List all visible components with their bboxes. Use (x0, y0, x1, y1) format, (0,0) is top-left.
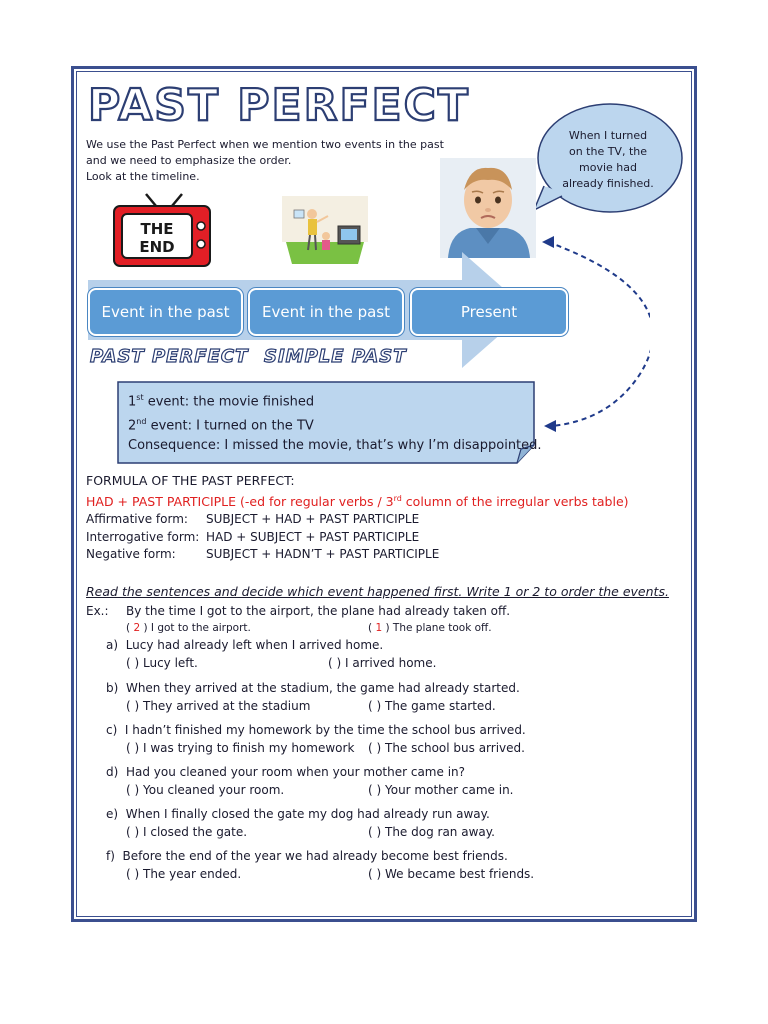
example-option-2: ( 1 ) The plane took off. (368, 622, 492, 634)
timeline-box-label: Event in the past (262, 303, 390, 321)
question-b: b) When they arrived at the stadium, the game had already started. (106, 681, 520, 695)
timeline-box-label: Event in the past (101, 303, 230, 321)
example-label: Ex.: (86, 604, 109, 618)
example-answer-1: 2 (133, 622, 141, 634)
timeline-box-simple-past (248, 288, 404, 336)
question-c-option-1[interactable]: ( ) I was trying to finish my homework (126, 741, 355, 755)
timeline-box-label: Present (460, 303, 518, 321)
bubble-line-2: on the TV, the (568, 145, 648, 158)
question-e-option-2[interactable]: ( ) The dog ran away. (368, 825, 495, 839)
example-answer-2: 1 (375, 622, 383, 634)
formula-rule: HAD + PAST PARTICIPLE (-ed for regular verbs / 3rd column of the irregular verbs table) (86, 494, 629, 510)
page-title-text: PAST PERFECT (88, 80, 470, 130)
form-row-interrogative: Interrogative form: HAD + SUBJECT + PAST PARTICIPLE (86, 529, 420, 544)
timeline-box-past-perfect (88, 288, 243, 336)
question-a-option-1[interactable]: ( ) Lucy left. (126, 656, 198, 670)
intro-line-2: and we need to emphasize the order. (86, 154, 292, 167)
question-f-option-2[interactable]: ( ) We became best friends. (368, 867, 535, 881)
bubble-line-1: When I turned (568, 129, 648, 142)
formula-forms-table (86, 511, 439, 564)
form-row-negative: Negative form: SUBJECT + HADN’T + PAST PARTICIPLE (86, 547, 440, 561)
note-line-1: 1st event: the movie finished (128, 393, 315, 410)
question-b-option-2[interactable]: ( ) The game started. (368, 699, 496, 713)
sad-boy-photo (440, 158, 536, 258)
intro-text (86, 137, 446, 185)
question-f: f) Before the end of the year we had already become best friends. (106, 849, 508, 863)
bubble-line-4: already finished. (562, 177, 654, 190)
timeline-label-simple-past: SIMPLE PAST (264, 346, 407, 367)
example-option-1: ( 2 ) I got to the airport. (126, 622, 251, 634)
question-d-option-1[interactable]: ( ) You cleaned your room. (126, 783, 285, 797)
question-f-option-1[interactable]: ( ) The year ended. (126, 867, 242, 881)
exercise-instructions: Read the sentences and decide which event happened first. Write 1 or 2 to order the events. (86, 584, 669, 599)
formula-section (86, 472, 629, 511)
form-row-affirmative: Affirmative form: SUBJECT + HAD + PAST PARTICIPLE (86, 512, 420, 526)
question-e: e) When I finally closed the gate my dog had already run away. (106, 807, 490, 821)
note-line-2: 2nd event: I turned on the TV (128, 416, 314, 434)
question-e-option-1[interactable]: ( ) I closed the gate. (126, 825, 248, 839)
events-note-text (128, 388, 542, 455)
tv-text-end: END (139, 238, 175, 256)
question-c: c) I hadn’t finished my homework by the time the school bus arrived. (106, 723, 526, 737)
question-d: d) Had you cleaned your room when your mother came in? (106, 765, 466, 779)
intro-line-1: We use the Past Perfect when we mention two events in the past (86, 138, 444, 151)
question-a-option-2[interactable]: ( ) I arrived home. (328, 656, 437, 670)
question-d-option-2[interactable]: ( ) Your mother came in. (368, 783, 514, 797)
formula-heading: FORMULA OF THE PAST PERFECT: (86, 473, 295, 488)
question-a: a) Lucy had already left when I arrived home. (106, 638, 384, 652)
note-line-3: Consequence: I missed the movie, that’s why I’m disappointed. (128, 437, 542, 453)
page-title (84, 80, 524, 130)
bubble-line-3: movie had (579, 161, 637, 174)
example-sentence: By the time I got to the airport, the plane had already taken off. (126, 604, 511, 618)
tv-text-the: THE (140, 220, 174, 238)
speech-bubble-text (552, 128, 664, 192)
dashed-connector-arrow (540, 234, 650, 434)
question-b-option-1[interactable]: ( ) They arrived at the stadium (126, 699, 311, 713)
intro-line-3: Look at the timeline. (86, 170, 200, 183)
question-c-option-2[interactable]: ( ) The school bus arrived. (368, 741, 525, 755)
timeline-label-past-perfect: PAST PERFECT (90, 346, 249, 367)
